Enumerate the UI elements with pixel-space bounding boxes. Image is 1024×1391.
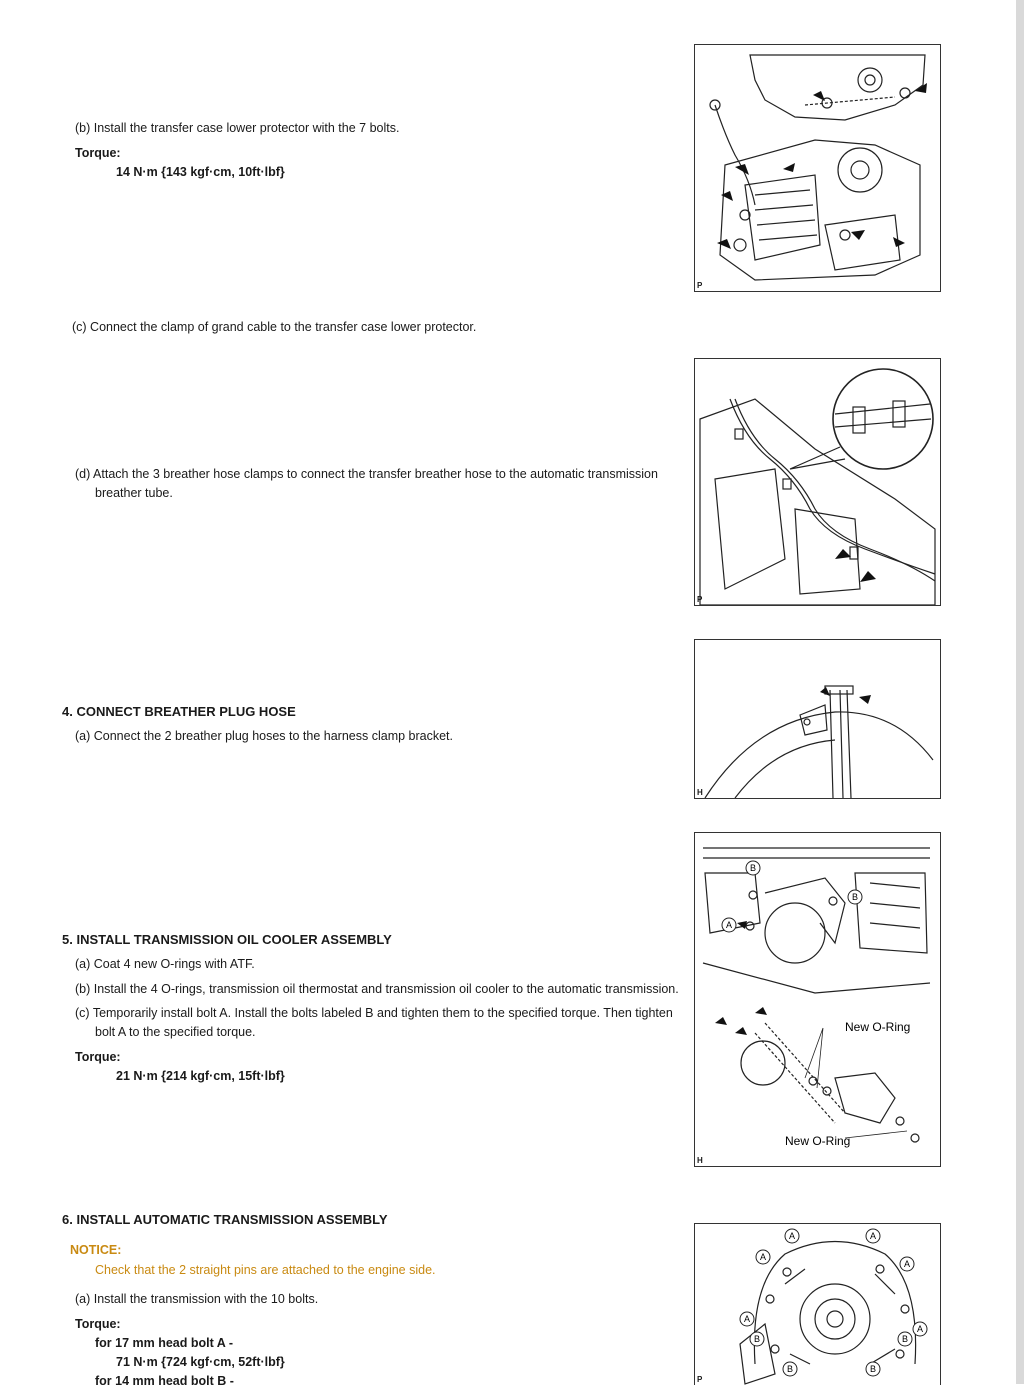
- new-o-ring-label-bottom: New O-Ring: [785, 1134, 851, 1148]
- figure-5-tag: P: [697, 1375, 703, 1384]
- bolt-callout-b-1: B: [753, 1334, 761, 1344]
- transmission-bolts-illustration: [695, 1224, 940, 1385]
- figure-breather-hose: [694, 358, 941, 606]
- bolt-callout-b-2: B: [901, 1334, 909, 1344]
- callout-a-1: A: [725, 920, 733, 930]
- step-3b-torque-label: Torque:: [75, 146, 121, 160]
- step-6-torque-label: Torque:: [75, 1317, 121, 1331]
- page-edge: [1016, 0, 1024, 1384]
- bolt-callout-a-5: A: [743, 1314, 751, 1324]
- step-3b-torque-value: 14 N·m {143 kgf·cm, 10ft·lbf}: [116, 165, 285, 179]
- bolt-a-label: for 17 mm head bolt A -: [95, 1336, 233, 1350]
- callout-b-1: B: [749, 863, 757, 873]
- figure-transfer-protector: [694, 44, 941, 292]
- step-3d-text-line2: breather tube.: [95, 486, 173, 500]
- step-5-torque-value: 21 N·m {214 kgf·cm, 15ft·lbf}: [116, 1069, 285, 1083]
- bolt-b-label: for 14 mm head bolt B -: [95, 1374, 234, 1388]
- figure-3-tag: H: [697, 788, 703, 797]
- step-5b-text: (b) Install the 4 O-rings, transmission oil thermostat and transmission oil cooler to the automatic transmission.: [75, 982, 679, 996]
- notice-text: Check that the 2 straight pins are attached to the engine side.: [95, 1263, 436, 1277]
- callout-b-2: B: [851, 892, 859, 902]
- bolt-callout-a-6: A: [916, 1324, 924, 1334]
- section-6-heading: 6. INSTALL AUTOMATIC TRANSMISSION ASSEMBLY: [62, 1212, 388, 1227]
- transfer-protector-illustration: [695, 45, 940, 291]
- oil-cooler-illustration: [695, 833, 940, 1166]
- section-5-heading: 5. INSTALL TRANSMISSION OIL COOLER ASSEMBLY: [62, 932, 392, 947]
- step-3d-text-line1: (d) Attach the 3 breather hose clamps to connect the transfer breather hose to the automatic transmission: [75, 467, 658, 481]
- bolt-callout-b-3: B: [786, 1364, 794, 1374]
- bolt-callout-a-1: A: [788, 1231, 796, 1241]
- step-6a-text: (a) Install the transmission with the 10 bolts.: [75, 1292, 319, 1306]
- breather-hose-illustration: [695, 359, 940, 605]
- section-4-heading: 4. CONNECT BREATHER PLUG HOSE: [62, 704, 296, 719]
- figure-transmission-bolts: [694, 1223, 941, 1385]
- figure-1-tag: P: [697, 281, 703, 290]
- bolt-callout-a-2: A: [869, 1231, 877, 1241]
- bolt-callout-a-4: A: [903, 1259, 911, 1269]
- step-5c-text-line1: (c) Temporarily install bolt A. Install the bolts labeled B and tighten them to the specified torque. Then tighten: [75, 1006, 673, 1020]
- new-o-ring-label-top: New O-Ring: [845, 1020, 911, 1034]
- breather-plug-illustration: [695, 640, 940, 798]
- bolt-callout-a-3: A: [759, 1252, 767, 1262]
- step-5-torque-label: Torque:: [75, 1050, 121, 1064]
- figure-breather-plug-hose: [694, 639, 941, 799]
- step-3c-text: (c) Connect the clamp of grand cable to the transfer case lower protector.: [72, 320, 477, 334]
- bolt-callout-b-4: B: [869, 1364, 877, 1374]
- step-5c-text-line2: bolt A to the specified torque.: [95, 1025, 256, 1039]
- step-4a-text: (a) Connect the 2 breather plug hoses to the harness clamp bracket.: [75, 729, 453, 743]
- figure-2-tag: P: [697, 595, 703, 604]
- figure-4-tag: H: [697, 1156, 703, 1165]
- figure-oil-cooler: [694, 832, 941, 1167]
- bolt-a-torque: 71 N·m {724 kgf·cm, 52ft·lbf}: [116, 1355, 285, 1369]
- notice-label: NOTICE:: [70, 1243, 122, 1257]
- step-5a-text: (a) Coat 4 new O-rings with ATF.: [75, 957, 255, 971]
- step-3b-text: (b) Install the transfer case lower protector with the 7 bolts.: [75, 121, 400, 135]
